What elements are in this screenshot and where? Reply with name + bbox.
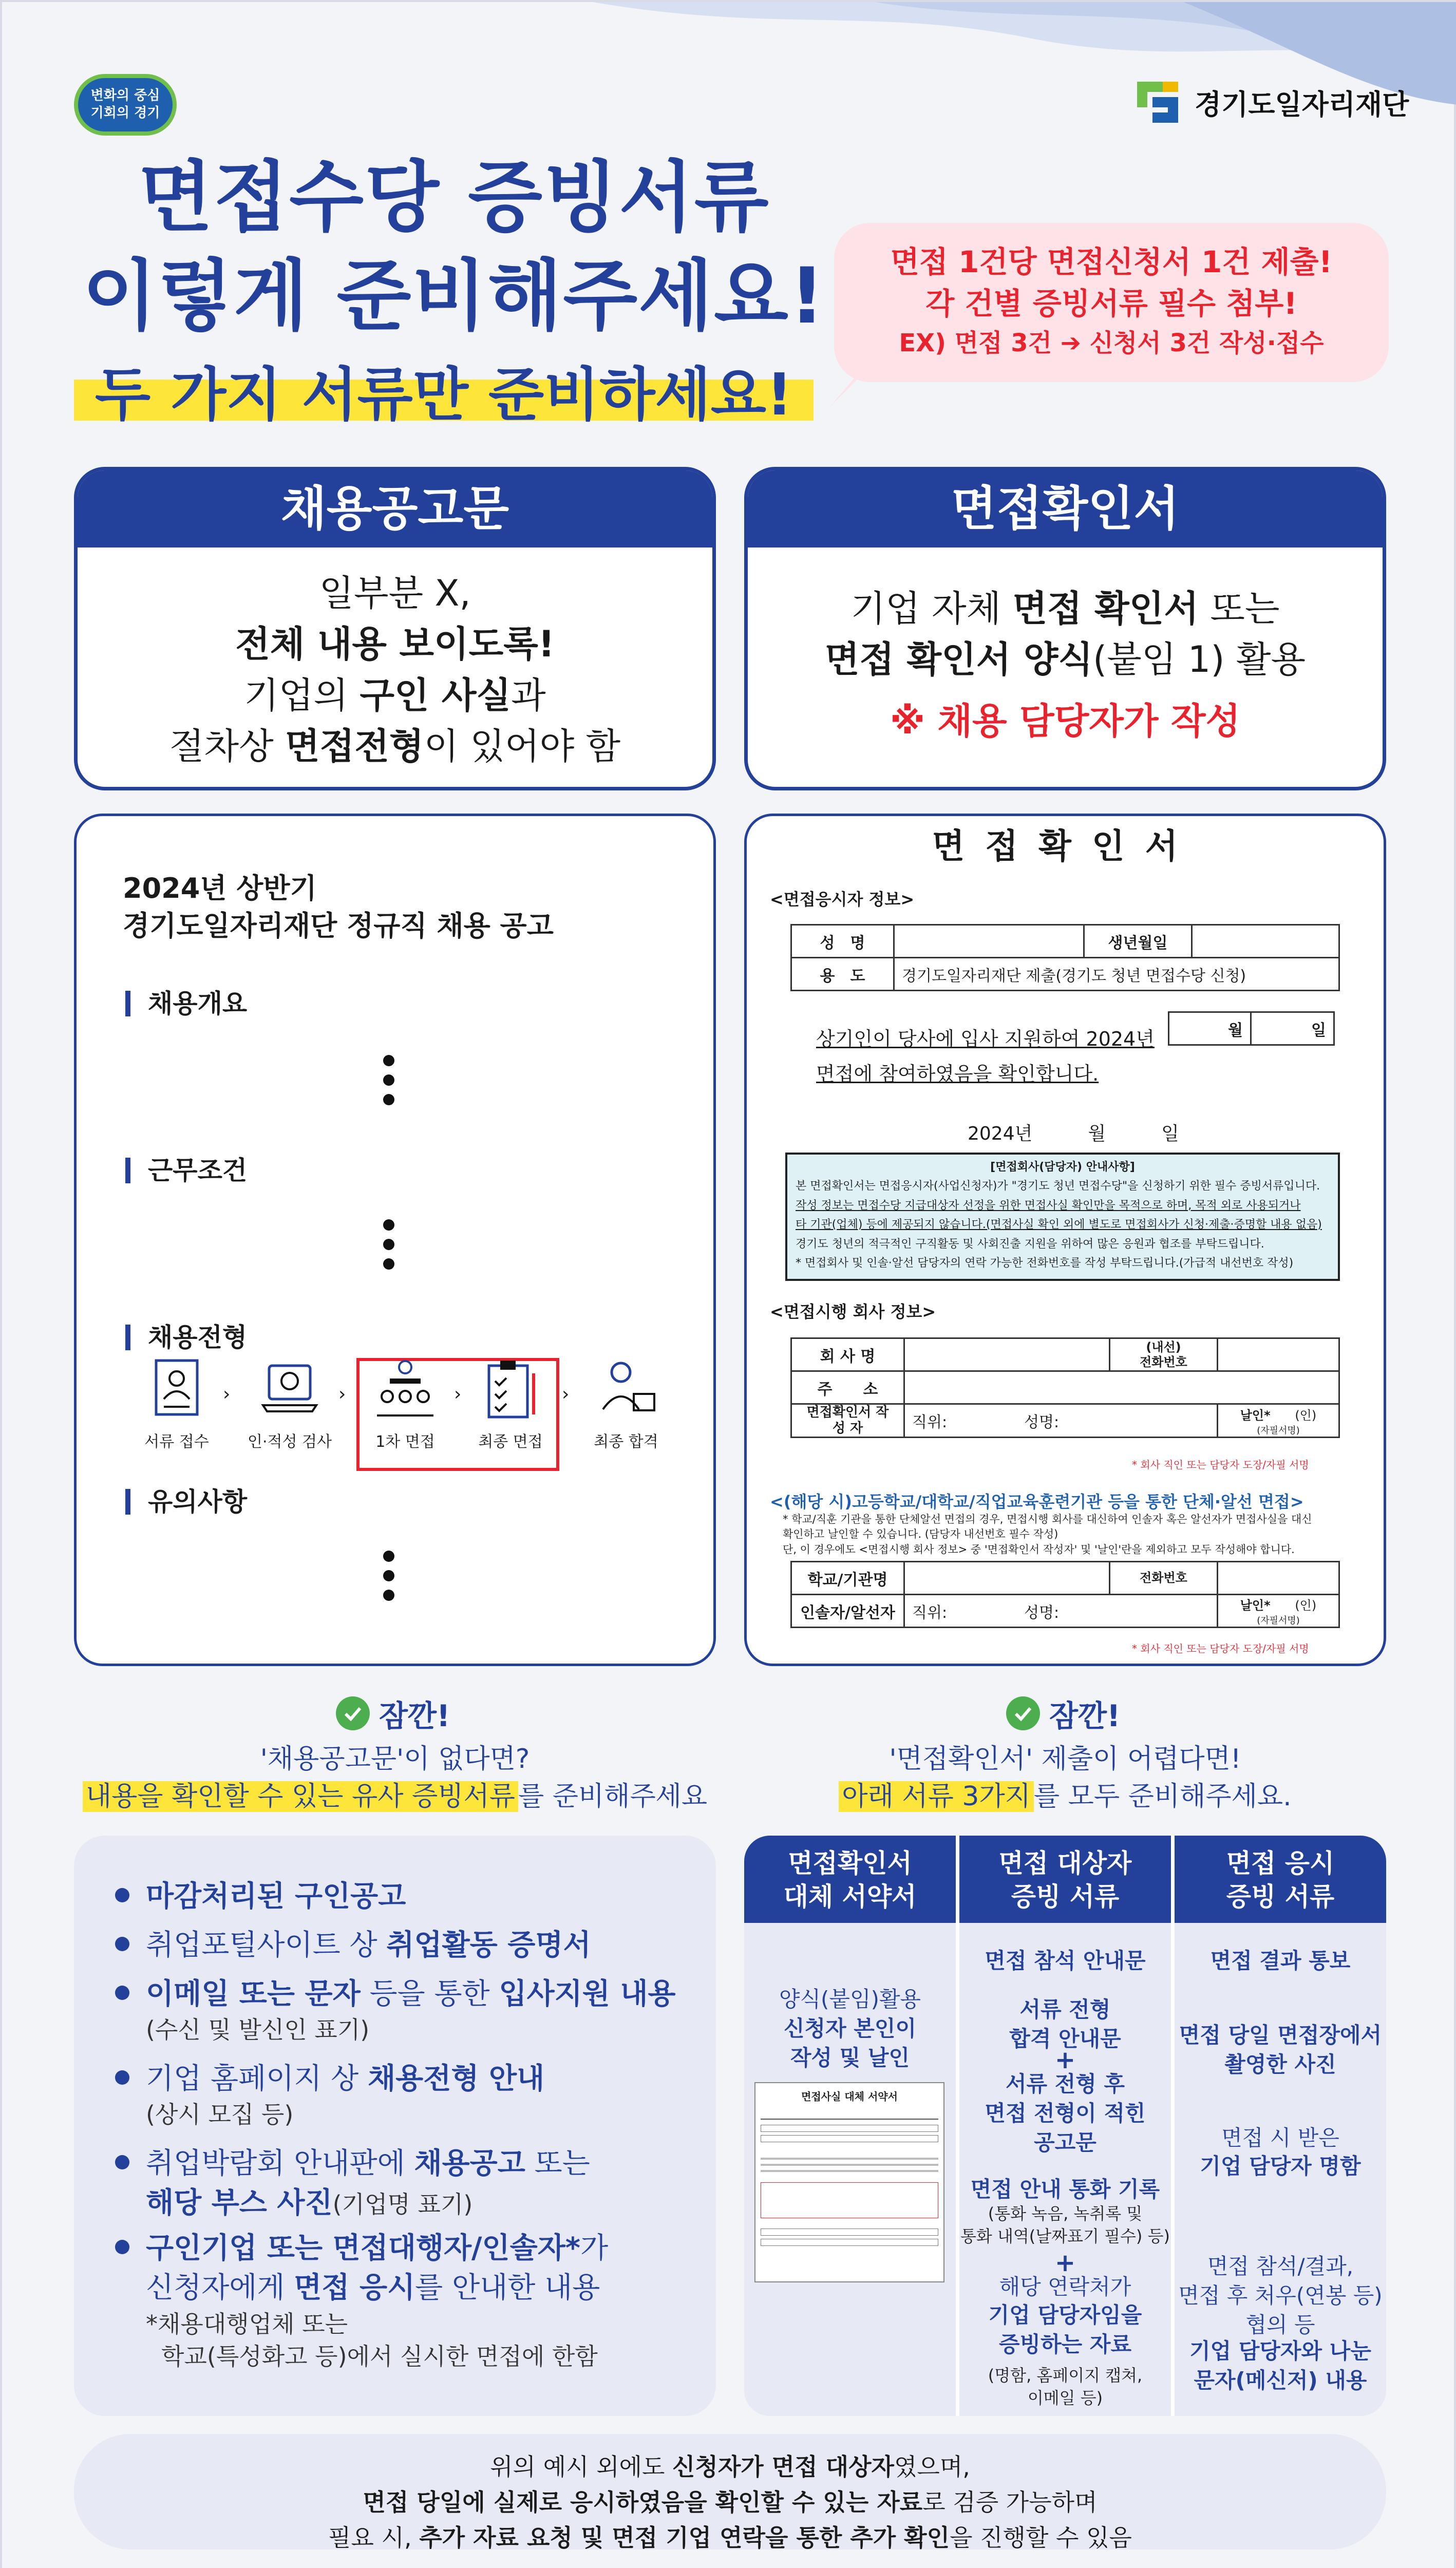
card-right-line-1: 기업 자체 면접 확인서 또는: [850, 588, 1280, 630]
card-left-line-4: 절차상 면접전형이 있어야 함: [169, 725, 621, 768]
form-seal-note-2: * 회사 직인 또는 담당자 도장/자필 서명: [1132, 1642, 1309, 1655]
alternative-evidence-list: [74, 1836, 716, 2416]
badge-line-2: 기회의 경기: [90, 105, 160, 121]
list-item: 취업포털사이트 상 취업활동 증명서: [115, 1925, 591, 1965]
form-title: 면접확인서: [932, 826, 1199, 866]
bubble-line-2: 각 건별 증빙서류 필수 첨부!: [925, 286, 1297, 322]
title-line-2: 이렇게 준비해주세요!: [82, 252, 826, 341]
subtitle-highlight: [74, 349, 814, 428]
target-item-contact-proof: 기업 담당자임을 증빙하는 자료: [988, 2302, 1142, 2357]
clipboard-icon: [480, 1358, 541, 1420]
form-notice-box: [면접회사(담당자) 안내사항] 본 면접확인서는 면접응시자(사업신청자)가 "경기도 청년 면접수당"을 신청하기 위한 필수 증빙서류입니다. 작성 정보는 면접수당 지급대상자 선정을 위한 면접사실 확인만을 목적으로 하며, 목적 외로 사용되거나 타 기관(업체) 등에 제공되지 않습니다.(면접사실 확인 외에 별도로 면접회사가 신청·제출·증명할 내용 없음) 경기도 청년의 적극적인 구직활동 및 사회진출 지원을 위하여 많은 응원과 협조를 부탁드립니다. * 면접회사 및 인솔·알선 담당자의 연락 가능한 전화번호를 작성 부탁드립니다.(가급적 내선번호 작성): [785, 1153, 1340, 1281]
title-line-1: 면접수당 증빙서류: [138, 153, 770, 242]
attendance-item-card-label: 면접 시 받은: [1221, 2125, 1339, 2150]
step-first-interview: 1차 면접: [362, 1358, 449, 1451]
note-right-heading: 잠깐!: [1006, 1692, 1121, 1735]
notice-bubble: [834, 223, 1389, 382]
three-documents-table: [744, 1836, 1386, 2416]
form-applicant-table: 성 명 생년월일 용 도 경기도일자리재단 제출(경기도 청년 면접수당 신청): [790, 924, 1340, 991]
col-header-target: 면접 대상자 증빙 서류: [959, 1836, 1171, 1923]
form-date-box: 월 일: [1168, 1011, 1335, 1046]
card-right-line-3: ※ 채용 담당자가 작성: [890, 700, 1241, 742]
col-header-attendance: 면접 응시 증빙 서류: [1175, 1836, 1386, 1923]
card-left-line-1: 일부분 X,: [319, 572, 471, 614]
note-left-heading: 잠깐!: [336, 1692, 450, 1735]
posting-section-process: 채용전형: [125, 1325, 247, 1350]
ellipsis-icon: [383, 1551, 394, 1609]
check-icon: [1006, 1696, 1040, 1730]
step-arrow-icon: ›: [454, 1384, 462, 1405]
card-heading-interview-confirmation: 면접확인서: [748, 470, 1383, 547]
step-aptitude: 인·적성 검사: [246, 1358, 333, 1451]
list-item: 이메일 또는 문자 등을 통한 입사지원 내용 (수신 및 발신인 표기): [115, 1974, 676, 2047]
attendance-item-photo: 면접 당일 면접장에서 촬영한 사진: [1179, 2023, 1382, 2078]
form-section-applicant: <면접응시자 정보>: [770, 890, 915, 909]
posting-section-overview: 채용개요: [125, 991, 247, 1016]
form-seal-note: * 회사 직인 또는 담당자 도장/자필 서명: [1132, 1459, 1309, 1471]
form-section-company: <면접시행 회사 정보>: [770, 1302, 936, 1321]
pledge-instruction: 양식(붙임)활용 신청자 본인이 작성 및 날인: [779, 1987, 921, 2071]
form-company-table: 회 사 명 (내선) 전화번호 주 소 면접확인서 작 성 자 직위: 성명: 날인* (인) (자필서명): [790, 1337, 1340, 1438]
target-item-contact-examples: (명함, 홈페이지 캡쳐, 이메일 등): [988, 2366, 1143, 2408]
attendance-item-result: 면접 결과 통보: [1210, 1948, 1351, 1973]
step-arrow-icon: ›: [223, 1384, 231, 1405]
form-confirm-statement: 상기인이 당사에 입사 지원하여 2024년 면접에 참여하였음을 확인합니다.: [816, 1028, 1155, 1086]
target-item-contact: 해당 연락처가: [999, 2274, 1131, 2299]
attendance-item-messages: 기업 담당자와 나눈 문자(메신저) 내용: [1189, 2338, 1371, 2393]
ellipsis-icon: [383, 1219, 394, 1278]
document-person-icon: [148, 1358, 205, 1420]
attendance-item-business-card: 기업 담당자 명함: [1200, 2154, 1361, 2179]
laptop-icon: [259, 1358, 320, 1420]
target-item-call-log-detail: (통화 녹음, 녹취록 및 통화 내역(날짜표기 필수) 등): [960, 2204, 1170, 2246]
step-arrow-icon: ›: [562, 1384, 570, 1405]
slogan-badge: [74, 74, 177, 136]
posting-section-conditions: 근무조건: [125, 1158, 247, 1183]
logo-text: 경기도일자리재단: [1195, 88, 1409, 121]
target-item-invitation: 면접 참석 안내문: [985, 1948, 1146, 1973]
card-interview-confirmation: [744, 467, 1386, 790]
check-icon: [336, 1696, 370, 1730]
bubble-line-1: 면접 1건당 면접신청서 1건 제출!: [890, 244, 1333, 279]
form-group-table: 학교/기관명 전화번호 인솔자/알선자 직위: 성명: 날인* (인) (자필서명): [790, 1561, 1340, 1628]
badge-line-1: 변화의 중심: [90, 88, 160, 104]
logo-mark-icon: [1132, 77, 1183, 128]
card-left-line-3: 기업의 구인 사실과: [244, 674, 546, 716]
form-section-group: <(해당 시)고등학교/대학교/직업교육훈련기관 등을 통한 단체·알선 면접>: [770, 1492, 1304, 1512]
ellipsis-icon: [383, 1055, 394, 1113]
plus-icon: +: [1054, 2046, 1076, 2074]
form-group-note: * 학교/직훈 기관을 통한 단체알선 면접의 경우, 면접시행 회사를 대신하여 인솔자 혹은 알선자가 면접사실을 대신 확인하고 날인할 수 있습니다. (담당자 내선번호 필수 작성) 단, 이 경우에도 <면접시행 회사 정보> 중 '면접확인서 작성자' 및 '날인'란을 제외하고 모두 작성해야 합니다.: [783, 1513, 1312, 1556]
card-left-line-2: 전체 내용 보이도록!: [235, 623, 555, 666]
posting-section-notes: 유의사항: [125, 1489, 247, 1515]
bubble-tail: [824, 362, 885, 413]
step-final-pass: 최종 합격: [582, 1358, 670, 1451]
target-item-doc-pass: 서류 전형 합격 안내문: [1009, 1997, 1121, 2052]
card-heading-job-posting: 채용공고문: [78, 470, 712, 547]
list-item: 취업박람회 안내판에 채용공고 또는 해당 부스 사진(기업명 표기): [115, 2144, 590, 2223]
businessperson-icon: [593, 1358, 659, 1420]
step-document: 서류 접수: [133, 1358, 220, 1451]
col-header-pledge: 면접확인서 대체 서약서: [744, 1836, 956, 1923]
step-arrow-icon: ›: [338, 1384, 346, 1405]
note-right-text: '면접확인서' 제출이 어렵다면! 아래 서류 3가지 를 모두 준비해주세요.: [744, 1741, 1386, 1816]
bottom-note: 위의 예시 외에도 신청자가 면접 대상자였으며, 면접 당일에 실제로 응시하였음을 확인할 수 있는 자료로 검증 가능하며 필요 시, 추가 자료 요청 및 면접 기업 연락을 통한 추가 확인을 진행할 수 있음: [74, 2434, 1386, 2550]
pledge-form-thumbnail: 면접사실 대체 서약서: [754, 2082, 944, 2282]
posting-title: 2024년 상반기 경기도일자리재단 정규직 채용 공고: [123, 872, 554, 942]
list-item: 구인기업 또는 면접대행자/인솔자*가 신청자에게 면접 응시를 안내한 내용 *채용대행업체 또는 학교(특성화고 등)에서 실시한 면접에 한함: [115, 2229, 608, 2373]
target-item-posting: 서류 전형 후 면접 전형이 적힌 공고문: [985, 2071, 1146, 2156]
plus-icon: +: [1054, 2249, 1076, 2277]
bubble-line-3: EX) 면접 3건 ➔ 신청서 3건 작성·접수: [899, 329, 1324, 358]
card-right-line-2: 면접 확인서 양식(붙임 1) 활용: [824, 638, 1306, 681]
list-item: 마감처리된 구인공고: [115, 1877, 406, 1916]
card-job-posting: [74, 467, 716, 790]
list-item: 기업 홈페이지 상 채용전형 안내 (상시 모집 등): [115, 2059, 544, 2131]
attendance-item-negotiation: 면접 참석/결과, 면접 후 처우(연봉 등) 협의 등: [1178, 2254, 1383, 2338]
subtitle: 두 가지 서류만 준비하세요!: [94, 362, 793, 428]
form-sign-date: 2024년 월 일: [968, 1123, 1179, 1144]
note-left-text: '채용공고문'이 없다면? 내용을 확인할 수 있는 유사 증빙서류 를 준비해주세요: [74, 1741, 716, 1816]
step-final-interview: 최종 면접: [467, 1358, 554, 1451]
interview-panel-icon: [372, 1358, 439, 1420]
target-item-call-log: 면접 안내 통화 기록: [970, 2177, 1160, 2202]
page-title: [69, 148, 839, 346]
foundation-logo: [1132, 71, 1409, 133]
